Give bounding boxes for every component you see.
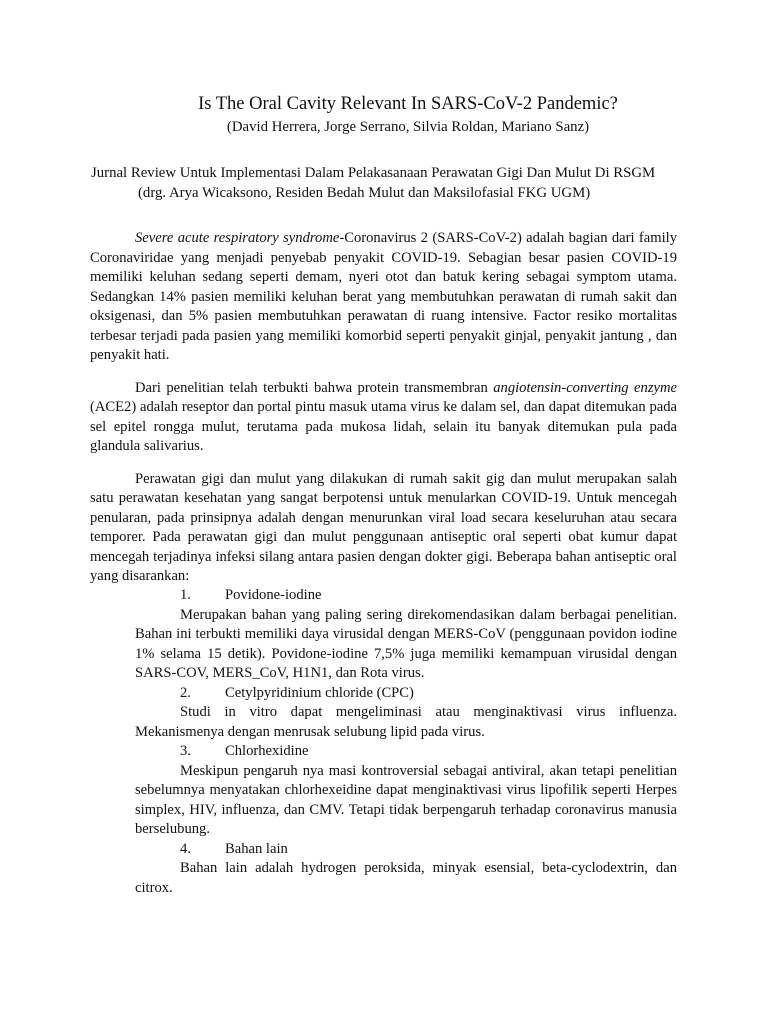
paper-title: Is The Oral Cavity Relevant In SARS-CoV-2 Pandemic? — [198, 94, 618, 114]
list-item-heading — [135, 684, 677, 704]
list-item-heading — [135, 742, 677, 762]
list-item-body: Merupakan bahan yang paling sering direkomendasikan dalam berbagai penelitian. Bahan ini terbukti memiliki daya virusidal dengan MERS-CoV (penggunaan povidon iodine 1% selama 15 detik). Povidone-iodine 7,5% juga memiliki kemampuan virusidal dengan SARS-COV, MERS_CoV, H1N1, dan Rota virus. — [135, 606, 677, 681]
body-text — [90, 229, 677, 600]
list-number: 3. — [180, 743, 191, 759]
list-number: 4. — [180, 840, 191, 857]
list-item — [135, 840, 677, 899]
paragraph-text: Dari penelitian telah terbukti bahwa protein transmembran — [135, 379, 494, 396]
list-item — [135, 586, 677, 684]
list-item-body: Bahan lain adalah hydrogen peroksida, minyak esensial, beta-cyclodextrin, dan citrox. — [135, 860, 677, 896]
list-number: 2. — [180, 684, 191, 701]
list-item-body: Studi in vitro dapat mengeliminasi atau menginaktivasi virus influenza. Mekanismenya dengan menrusak selubung lipid pada virus. — [135, 704, 677, 740]
paragraph-text: -Coronavirus 2 (SARS-CoV-2) adalah bagian dari family Coronaviridae yang menjadi penyebab penyakit COVID-19. Sebagian besar pasien COVID-19 memiliki keluhan sedang seperti demam, nyeri otot dan batuk kering sebagai symptom utama. Sedangkan 14% pasien memiliki keluhan berat yang membutuhkan perawatan di rumah sakit dan oksigenasi, dan 5% pasien membutuhkan perawatan di ruang intensive. Factor resiko mortalitas terbesar terjadi pada pasien yang memiliki komorbid seperti penyakit ginjal, penyakit jantung , dan penyakit hati. — [90, 230, 677, 363]
review-title: Jurnal Review Untuk Implementasi Dalam Pelakasanaan Perawatan Gigi Dan Mulut Di RSGM — [91, 165, 656, 181]
paper-authors: (David Herrera, Jorge Serrano, Silvia Roldan, Mariano Sanz) — [226, 119, 590, 135]
list-item — [135, 684, 677, 743]
paragraph-ace2 — [90, 379, 677, 457]
antiseptic-list — [135, 586, 677, 898]
list-heading-text: Cetylpyridinium chloride (CPC) — [225, 684, 414, 701]
list-item-heading — [135, 586, 677, 606]
paragraph-text: Perawatan gigi dan mulut yang dilakukan di rumah sakit gig dan mulut merupakan salah satu perawatan kesehatan yang sangat berpotensi untuk menularkan COVID-19. Untuk mencegah penularan, pada prinsipnya adalah dengan menurunkan viral load secara keseluruhan atau secara temporer. Pada perawatan gigi dan mulut penggunaan antiseptic oral seperti obat kumur dapat mencegah terjadinya infeksi silang antara pasien dengan dokter gigi. Beberapa bahan antiseptic oral yang disarankan: — [90, 470, 677, 584]
list-item — [135, 742, 677, 840]
reviewer-line: (drg. Arya Wicaksono, Residen Bedah Mulut dan Maksilofasial FKG UGM) — [138, 185, 591, 201]
list-item-body: Meskipun pengaruh nya masi kontroversial sebagai antiviral, akan tetapi penelitian sebelumnya menyatakan chlorhexeidine dapat menginaktivasi virus lipofilik seperti Herpes simplex, HIV, influenza, dan CMV. Tetapi tidak berpengaruh terhadap coronavirus manusia berselubung. — [135, 762, 677, 837]
paragraph-text: (ACE2) adalah reseptor dan portal pintu masuk utama virus ke dalam sel, dan dapat ditemukan pada sel epitel rongga mulut, terutama pada mukosa lidah, selain itu banyak ditemukan pula pada glandula salivarius. — [90, 399, 677, 454]
list-heading-text: Chlorhexidine — [225, 743, 309, 759]
list-number: 1. — [180, 587, 191, 603]
list-heading-text: Povidone-iodine — [225, 587, 322, 603]
paragraph-intro — [90, 229, 677, 366]
italic-term: angiotensin-converting enzyme — [493, 379, 677, 396]
italic-term: Severe acute respiratory syndrome — [135, 230, 340, 246]
list-heading-text: Bahan lain — [225, 840, 288, 857]
list-item-heading — [135, 840, 677, 860]
paragraph-dental-care — [90, 470, 677, 587]
